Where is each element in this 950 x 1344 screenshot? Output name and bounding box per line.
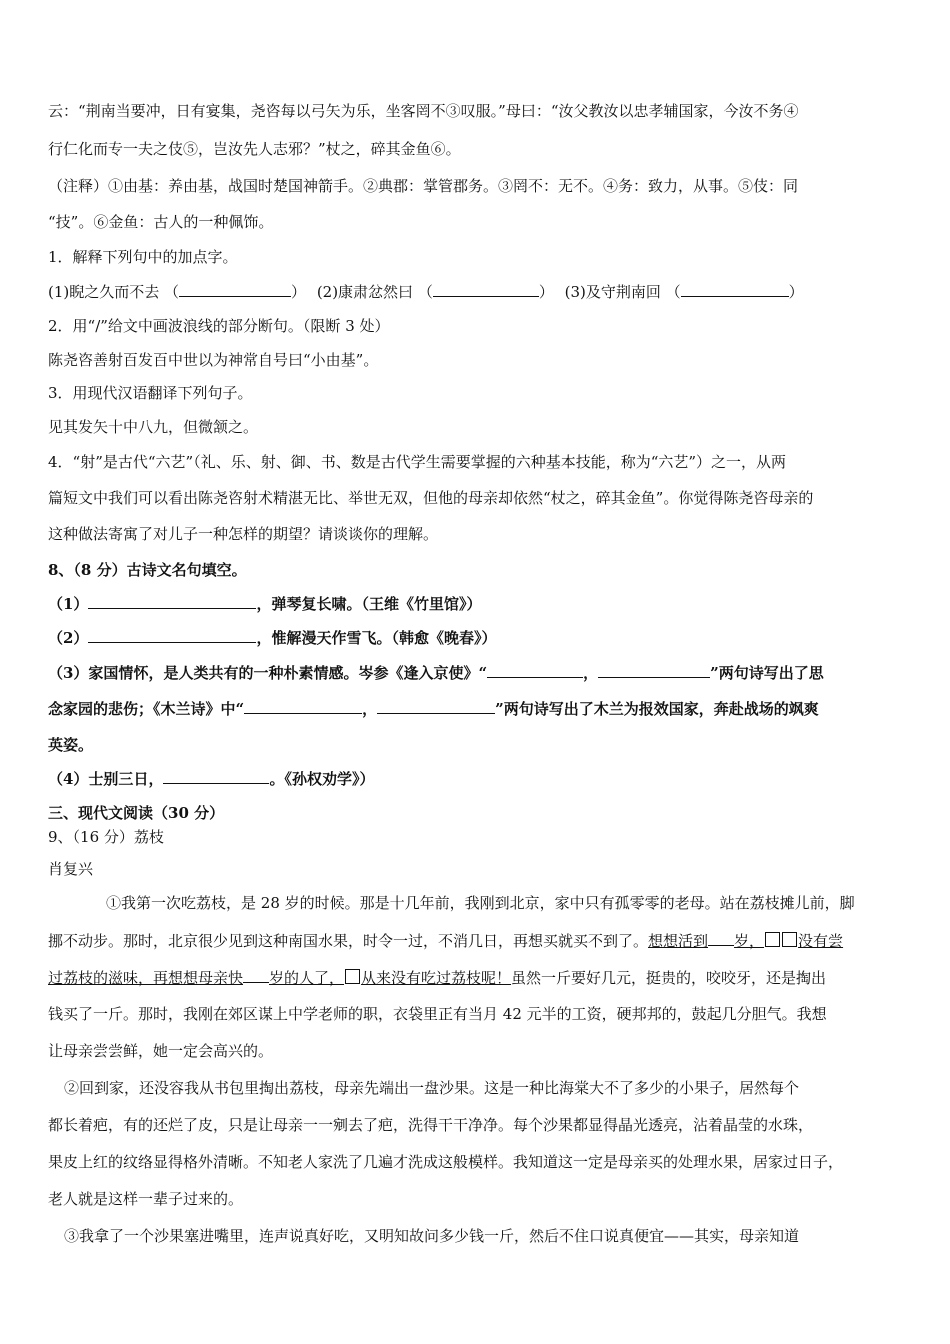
item-text: 念家园的悲伤；《木兰诗》中“ <box>48 700 245 718</box>
question-9-title: 9、（16 分）荔枝 <box>48 828 164 846</box>
answer-blank[interactable] <box>179 280 291 297</box>
question-8-item-1 <box>48 592 910 615</box>
underlined-text: 想想活到 <box>648 932 709 950</box>
text: 虽然一斤要好几元，挺贵的，咬咬牙，还是掏出 <box>511 969 827 987</box>
underlined-text: 岁， <box>734 932 765 950</box>
underlined-text: 从来没有吃过荔枝呢！ <box>361 969 512 987</box>
text: 挪不动步。那时，北京很少见到这种南国水果，时令一过，不消几日，再想买就买不到了。 <box>48 932 649 950</box>
question-8-item-3 <box>48 661 910 684</box>
question-8-item-3-end: 英姿。 <box>48 736 94 754</box>
q1-item: (3)及守荆南回 <box>564 283 661 301</box>
item-prefix: （2） <box>48 629 89 647</box>
paragraph-1-line <box>48 929 910 952</box>
answer-blank[interactable] <box>487 661 583 678</box>
answer-blank[interactable] <box>244 697 362 714</box>
passage-line: 行仁化而专一夫之伎⑤，岂汝先人志邪？”杖之，碎其金鱼⑥。 <box>48 140 461 158</box>
question-4-line: 篇短文中我们可以看出陈尧咨射术精湛无比、举世无双，但他的母亲却依然“杖之，碎其金鱼”。你觉得陈尧咨母亲的 <box>48 489 814 507</box>
answer-blank[interactable] <box>681 280 789 297</box>
paragraph-1-line: ①我第一次吃荔枝，是 28 岁的时候。那是十几年前，我刚到北京，家中只有孤零零的老母。站在荔枝摊儿前，脚 <box>106 894 855 912</box>
answer-blank[interactable] <box>598 661 710 678</box>
answer-blank[interactable] <box>163 767 269 784</box>
notes-line: （注释）①由基：养由基，战国时楚国神箭手。②典郡：掌管郡务。③罔不：无不。④务：致力，从事。⑤伎：同 <box>48 177 799 195</box>
underlined-text: 岁的人了， <box>269 969 345 987</box>
item-text: ”两句诗写出了木兰为报效国家，奔赴战场的飒爽 <box>495 700 819 718</box>
question-4-line: 4．“射”是古代“六艺”（礼、乐、射、御、书、数是古代学生需要掌握的六种基本技能，称为“六艺”）之一，从两 <box>48 453 787 471</box>
paragraph-2-line: 果皮上红的纹络显得格外清晰。不知老人家洗了几遍才洗成这般模样。我知道这一定是母亲买的处理水果，居家过日子， <box>48 1153 844 1171</box>
answer-blank[interactable] <box>243 966 269 983</box>
q1-item: (1)睨之久而不去 <box>48 283 160 301</box>
question-4-line: 这种做法寄寓了对儿子一种怎样的期望？请谈谈你的理解。 <box>48 525 439 543</box>
item-text: ， <box>362 700 378 718</box>
underlined-text: 过荔枝的滋味，再想想母亲快 <box>48 969 244 987</box>
question-1-title: 1．解释下列句中的加点字。 <box>48 248 238 266</box>
paragraph-1-line: 钱买了一斤。那时，我刚在郊区谋上中学老师的职，衣袋里正有当月 42 元半的工资，硬邦邦的，鼓起几分胆气。我想 <box>48 1005 827 1023</box>
missing-char-box <box>765 932 780 947</box>
question-2-text: 陈尧咨善射百发百中世以为神常自号曰“小由基”。 <box>48 351 379 369</box>
item-text: ， <box>583 664 599 682</box>
paragraph-1-line <box>48 966 910 989</box>
item-text: 。《孙权劝学》） <box>269 770 375 788</box>
paragraph-2-line: 老人就是这样一辈子过来的。 <box>48 1190 244 1208</box>
q1-item: (2)康肃忿然曰 <box>316 283 414 301</box>
notes-line: “技”。⑥金鱼：古人的一种佩饰。 <box>48 213 274 231</box>
paragraph-3-line: ③我拿了一个沙果塞进嘴里，连声说真好吃，又明知故问多少钱一斤，然后不住口说真便宜——其实，母亲知道 <box>64 1227 800 1245</box>
missing-char-box <box>782 932 797 947</box>
answer-blank[interactable] <box>708 929 734 946</box>
question-8-item-2 <box>48 626 910 649</box>
answer-blank[interactable] <box>88 592 256 609</box>
item-suffix: ，惟解漫天作雪飞。（韩愈《晚春》） <box>256 629 497 647</box>
question-8-item-3-cont <box>48 697 910 720</box>
answer-blank[interactable] <box>433 280 539 297</box>
missing-char-box <box>345 969 360 984</box>
author: 肖复兴 <box>48 860 94 878</box>
answer-blank[interactable] <box>88 626 256 643</box>
underlined-text: 没有尝 <box>798 932 844 950</box>
item-text: （3）家国情怀，是人类共有的一种朴素情感。岑参《逢入京使》“ <box>48 664 488 682</box>
question-2-title: 2．用“/”给文中画波浪线的部分断句。（限断 3 处） <box>48 317 390 335</box>
section-title: 三、现代文阅读（30 分） <box>48 804 225 822</box>
paragraph-2-line: 都长着疤，有的还烂了皮，只是让母亲一一剜去了疤，洗得干干净净。每个沙果都显得晶光透亮，沾着晶莹的水珠， <box>48 1116 814 1134</box>
item-text: （4）士别三日， <box>48 770 164 788</box>
item-prefix: （1） <box>48 595 89 613</box>
question-3-title: 3．用现代汉语翻译下列句子。 <box>48 384 253 402</box>
item-suffix: ，弹琴复长啸。（王维《竹里馆》） <box>256 595 482 613</box>
passage-line: 云：“荆南当要冲，日有宴集，尧咨每以弓矢为乐，坐客罔不③叹服。”母曰：“汝父教汝以忠孝辅国家，今汝不务④ <box>48 102 799 120</box>
question-1-items: (1)睨之久而不去 （ ） (2)康肃忿然曰 （ ） (3)及守荆南回 （ ） <box>48 280 910 303</box>
question-8-item-4 <box>48 767 910 790</box>
paragraph-1-line: 让母亲尝尝鲜，她一定会高兴的。 <box>48 1042 274 1060</box>
answer-blank[interactable] <box>377 697 495 714</box>
question-8-title: 8、（8 分）古诗文名句填空。 <box>48 561 247 579</box>
question-3-text: 见其发矢十中八九，但微颔之。 <box>48 418 259 436</box>
paragraph-2-line: ②回到家，还没容我从书包里掏出荔枝，母亲先端出一盘沙果。这是一种比海棠大不了多少的小果子，居然每个 <box>64 1079 800 1097</box>
item-text: ”两句诗写出了思 <box>710 664 824 682</box>
